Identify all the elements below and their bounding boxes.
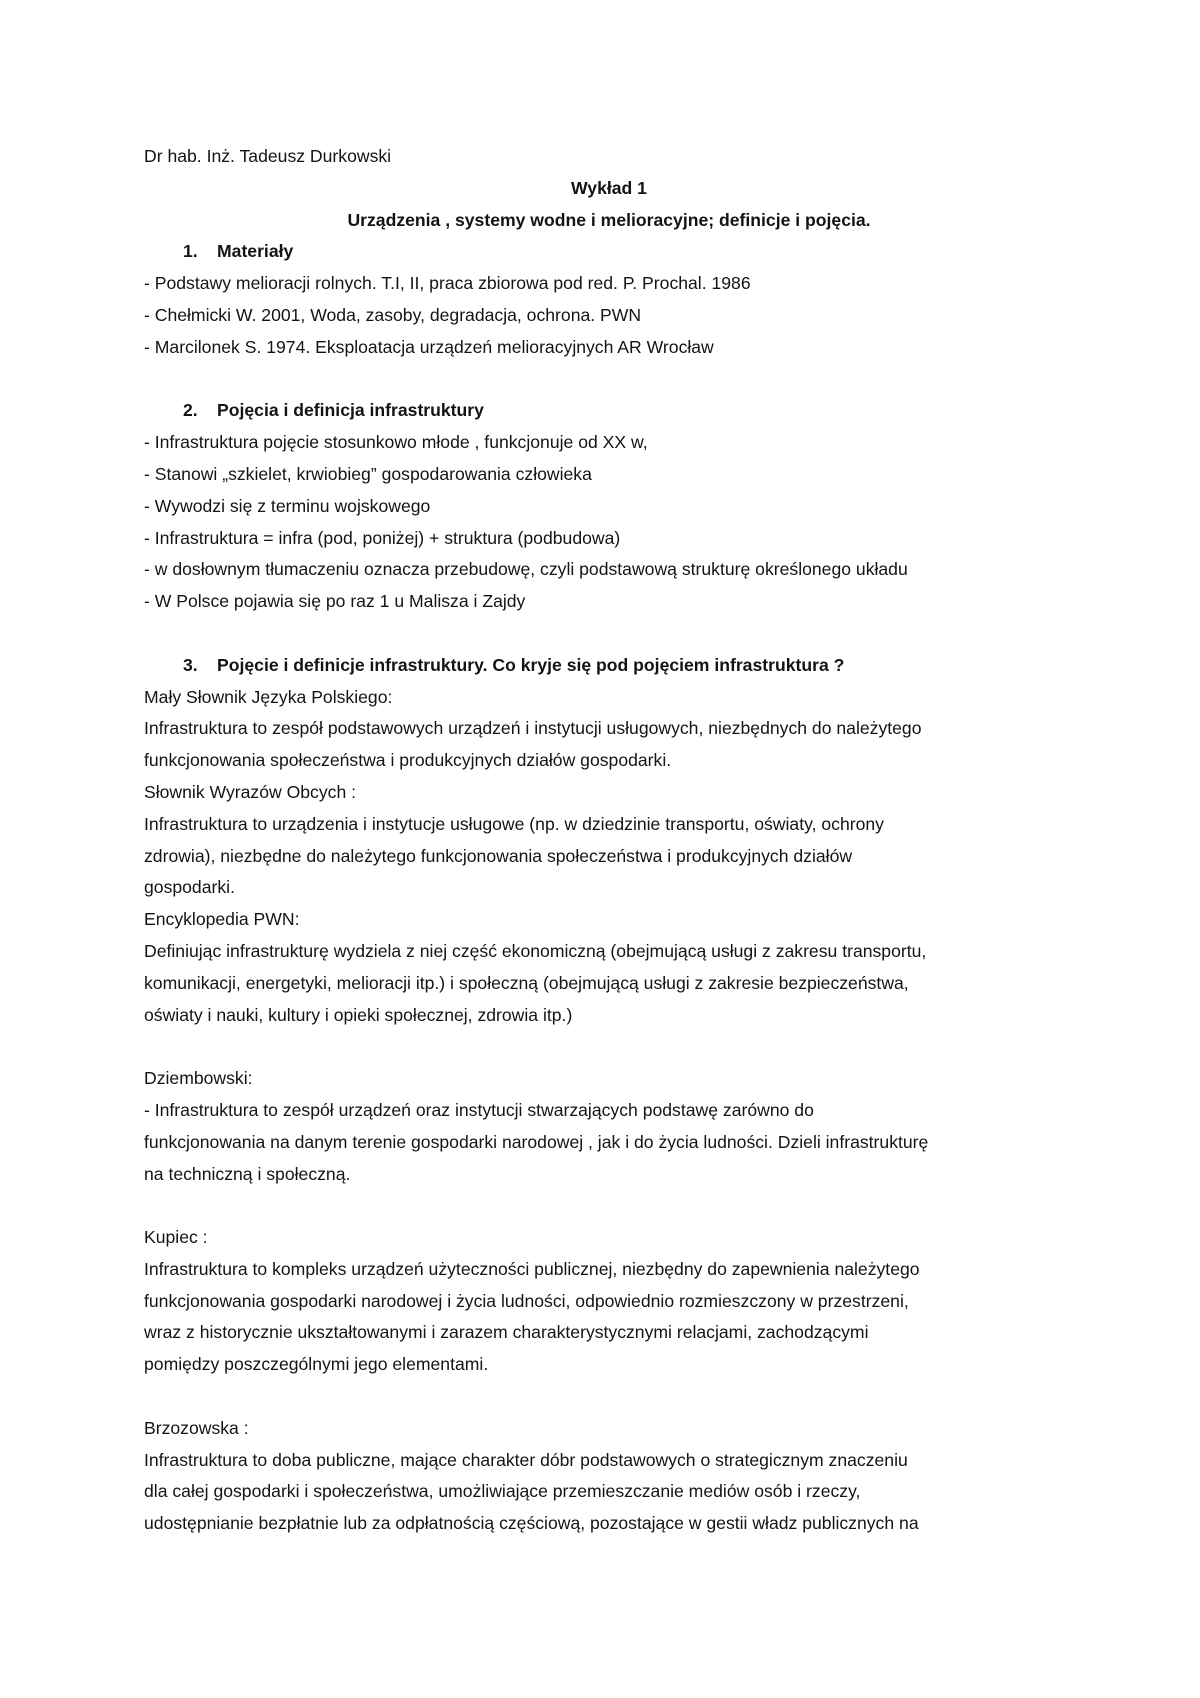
list-item: - Marcilonek S. 1974. Eksploatacja urządzeń melioracyjnych AR Wrocław — [144, 336, 714, 357]
definition-text: komunikacji, energetyki, melioracji itp.) i społeczną (obejmującą usługi z zakresie bezpieczeństwa, — [144, 972, 909, 993]
definition-source: Dziembowski: — [144, 1068, 253, 1089]
definition-text: Infrastruktura to zespół podstawowych urządzeń i instytucji usługowych, niezbędnych do należytego — [144, 718, 922, 739]
definition-source: Mały Słownik Języka Polskiego: — [144, 686, 393, 707]
list-item: - Stanowi „szkielet, krwiobieg” gospodarowania człowieka — [144, 463, 592, 484]
section-1-title: Materiały — [217, 241, 294, 262]
list-item: - Chełmicki W. 2001, Woda, zasoby, degradacja, ochrona. PWN — [144, 304, 642, 325]
list-item: - w dosłownym tłumaczeniu oznacza przebudowę, czyli podstawową strukturę określonego układu — [144, 559, 908, 580]
definition-text: funkcjonowania społeczeństwa i produkcyjnych działów gospodarki. — [144, 750, 672, 771]
section-2-heading — [144, 395, 1074, 427]
definition-text: wraz z historycznie ukształtowanymi i zarazem charakterystycznymi relacjami, zachodzącymi — [144, 1322, 869, 1343]
section-3-heading — [144, 650, 1074, 682]
definition-text: udostępnianie bezpłatnie lub za odpłatnością częściową, pozostające w gestii władz publicznych na — [144, 1513, 919, 1534]
definition-source: Słownik Wyrazów Obcych : — [144, 781, 357, 802]
definition-text: dla całej gospodarki i społeczeństwa, umożliwiające przemieszczanie mediów osób i rzeczy, — [144, 1481, 861, 1502]
definition-source: Kupiec : — [144, 1227, 208, 1248]
list-item: - Wywodzi się z terminu wojskowego — [144, 495, 431, 516]
definition-source: Encyklopedia PWN: — [144, 909, 300, 930]
definition-text: na techniczną i społeczną. — [144, 1163, 351, 1184]
definition-text: Infrastruktura to urządzenia i instytucje usługowe (np. w dziedzinie transportu, oświaty, ochrony — [144, 813, 884, 834]
definition-text: funkcjonowania na danym terenie gospodarki narodowej , jak i do życia ludności. Dzieli infrastrukturę — [144, 1131, 929, 1152]
definition-text: - Infrastruktura to zespół urządzeń oraz instytucji stwarzających podstawę zarówno do — [144, 1099, 814, 1120]
blank-line — [144, 1381, 1074, 1413]
section-2-number: 2. — [183, 400, 198, 421]
lecture-subtitle: Urządzenia , systemy wodne i melioracyjne; definicje i pojęcia. — [347, 209, 871, 230]
lecture-title: Wykład 1 — [571, 177, 647, 198]
author-line: Dr hab. Inż. Tadeusz Durkowski — [144, 146, 392, 166]
section-3-number: 3. — [183, 654, 198, 675]
blank-line — [144, 1031, 1074, 1063]
blank-line — [144, 618, 1074, 650]
definition-text: gospodarki. — [144, 877, 235, 898]
blank-line — [144, 364, 1074, 396]
list-item: - Infrastruktura pojęcie stosunkowo młode , funkcjonuje od XX w, — [144, 432, 648, 453]
section-1-number: 1. — [183, 241, 198, 262]
section-2-title: Pojęcia i definicja infrastruktury — [217, 400, 484, 421]
blank-line — [144, 1190, 1074, 1222]
document-body — [144, 141, 1074, 1540]
definition-text: oświaty i nauki, kultury i opieki społecznej, zdrowia itp.) — [144, 1004, 573, 1025]
definition-source: Brzozowska : — [144, 1417, 249, 1438]
definition-text: Infrastruktura to kompleks urządzeń użyteczności publicznej, niezbędny do zapewnienia należytego — [144, 1258, 920, 1279]
section-3-title: Pojęcie i definicje infrastruktury. Co kryje się pod pojęciem infrastruktura ? — [217, 654, 845, 675]
definition-text: Definiując infrastrukturę wydziela z niej część ekonomiczną (obejmującą usługi z zakresu transportu, — [144, 940, 927, 961]
list-item: - Podstawy melioracji rolnych. T.I, II, praca zbiorowa pod red. P. Prochal. 1986 — [144, 273, 751, 294]
section-1-heading — [144, 236, 1074, 268]
definition-text: pomiędzy poszczególnymi jego elementami. — [144, 1354, 489, 1375]
definition-text: zdrowia), niezbędne do należytego funkcjonowania społeczeństwa i produkcyjnych działów — [144, 845, 853, 866]
list-item: - Infrastruktura = infra (pod, poniżej) + struktura (podbudowa) — [144, 527, 621, 548]
list-item: - W Polsce pojawia się po raz 1 u Malisza i Zajdy — [144, 591, 526, 612]
definition-text: Infrastruktura to doba publiczne, mające charakter dóbr podstawowych o strategicznym znaczeniu — [144, 1449, 908, 1470]
definition-text: funkcjonowania gospodarki narodowej i życia ludności, odpowiednio rozmieszczony w przestrzeni, — [144, 1290, 909, 1311]
